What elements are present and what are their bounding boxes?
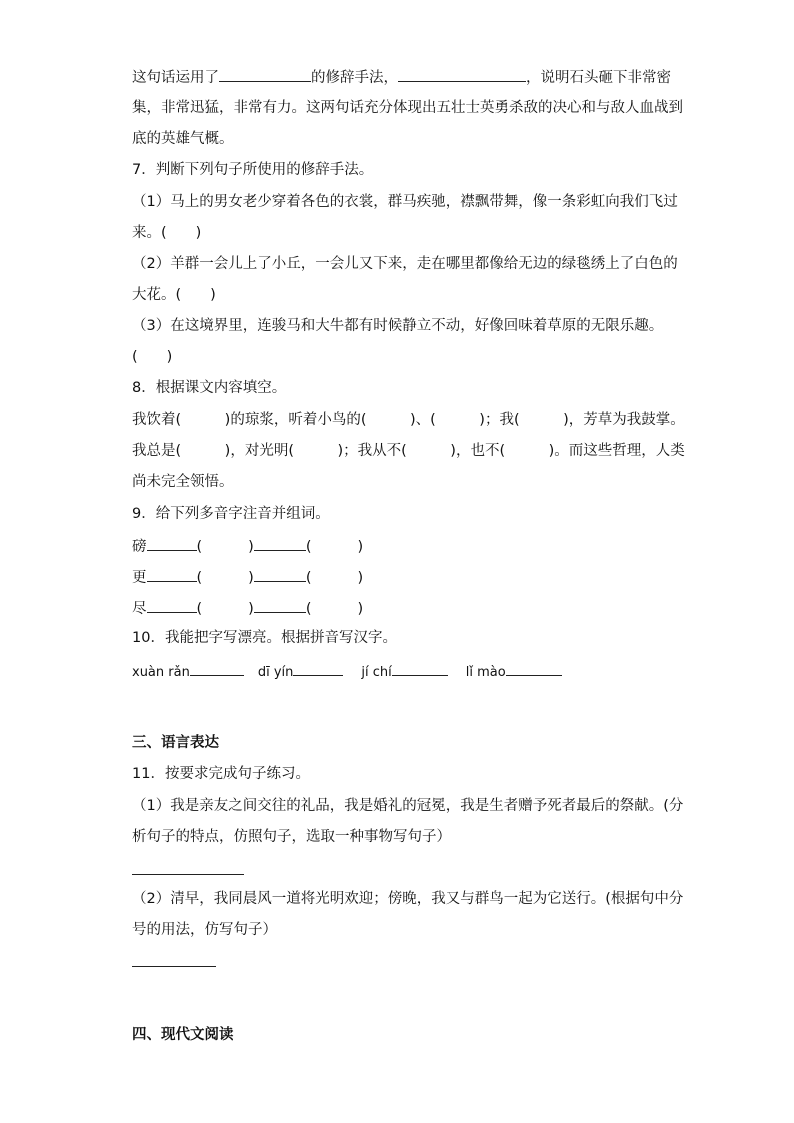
q11-title: 11．按要求完成句子练习。 [132,766,310,782]
q7-sentence-3b[interactable]: ( ) [132,349,173,365]
blank[interactable] [254,597,306,613]
pinyin-label: xuàn rǎn [132,665,190,680]
blank[interactable] [398,66,526,82]
section-heading: 三、语言表达 [132,735,219,751]
q6-text-a: 这句话运用了 [132,70,219,86]
q11-sentence-2b: 号的用法，仿写句子） [132,922,277,938]
q6-line-3: 底的英雄气概。 [132,131,234,147]
q9-char: 尽 [132,601,147,617]
q6-line-2: 集，非常迅猛，非常有力。这两句话充分体现出五壮士英勇杀敌的决心和与敌人血战到 [132,100,683,116]
q6-text-c: ，说明石头砸下非常密 [526,70,671,86]
blank[interactable] [219,66,311,82]
q8-line-2[interactable]: 我总是( )，对光明( )；我从不( )，也不( )。而这些哲理，人类 [132,443,685,459]
q9-title: 9．给下列多音字注音并组词。 [132,506,330,522]
blank[interactable] [254,535,306,551]
pinyin-label: jí chí [361,665,392,680]
pinyin-label: lǐ mào [465,665,506,680]
blank[interactable] [392,660,448,676]
q9-char: 更 [132,570,147,586]
q7-sentence-2b[interactable]: 大花。( ) [132,287,216,303]
q11-sentence-2a: （2）清早，我同晨风一道将光明欢迎；傍晚，我又与群鸟一起为它送行。(根据句中分 [132,891,684,907]
pinyin-label: dī yín [257,665,294,680]
section-heading: 四、现代文阅读 [132,1027,234,1043]
q11-sentence-1b: 析句子的特点，仿照句子，选取一种事物写句子） [132,829,451,845]
blank[interactable] [147,535,197,551]
q9-row: 更 ( ) ( ) [132,566,363,588]
q6-text-b: 的修辞手法， [311,70,398,86]
q7-sentence-1a: （1）马上的男女老少穿着各色的衣裳，群马疾驰，襟飘带舞，像一条彩虹向我们飞过 [132,194,678,210]
q11-sentence-1a: （1）我是亲友之间交往的礼品，我是婚礼的冠冕，我是生者赠予死者最后的祭献。(分 [132,798,684,814]
q6-line-1 [132,66,671,88]
q9-char: 磅 [132,539,147,555]
blank[interactable] [190,660,244,676]
q8-line-3: 尚未完全领悟。 [132,474,234,490]
answer-line[interactable] [132,874,244,875]
blank[interactable] [147,566,197,582]
q8-title: 8．根据课文内容填空。 [132,380,287,396]
q7-title: 7．判断下列句子所使用的修辞手法。 [132,162,374,178]
q9-row: 磅 ( ) ( ) [132,535,363,557]
q7-sentence-1b[interactable]: 来。( ) [132,225,202,241]
q10-title: 10．我能把字写漂亮。根据拼音写汉字。 [132,630,397,646]
q10-pinyin-row [132,660,562,683]
q7-sentence-2a: （2）羊群一会儿上了小丘，一会儿又下来，走在哪里都像给无边的绿毯绣上了白色的 [132,256,678,272]
q9-row: 尽 ( ) ( ) [132,597,363,619]
blank[interactable] [147,597,197,613]
blank[interactable] [506,660,562,676]
blank[interactable] [254,566,306,582]
q7-sentence-3a: （3）在这境界里，连骏马和大牛都有时候静立不动，好像回味着草原的无限乐趣。 [132,318,664,334]
blank[interactable] [293,660,343,676]
answer-line[interactable] [132,966,216,967]
q8-line-1[interactable]: 我饮着( )的琼浆，听着小鸟的( )、( )；我( )，芳草为我鼓掌。 [132,412,685,428]
